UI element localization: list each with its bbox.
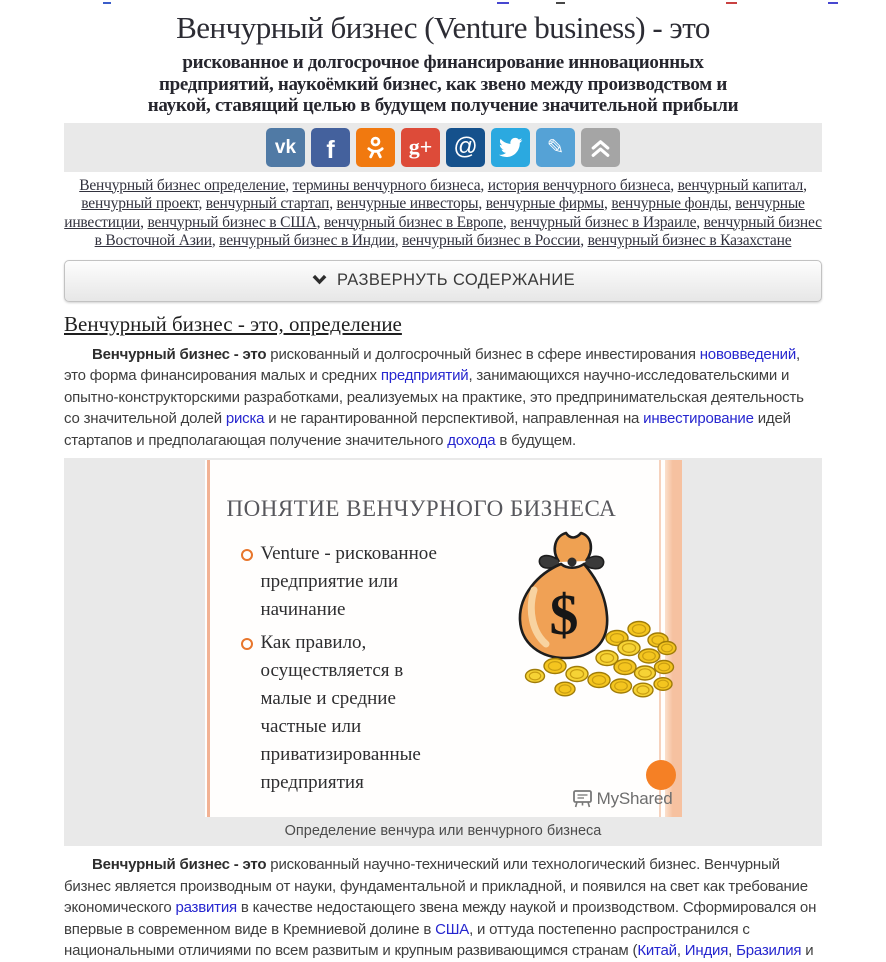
inline-link[interactable]: риска: [225, 410, 265, 427]
toc-link[interactable]: венчурный проект: [81, 195, 199, 212]
expand-content-button[interactable]: [64, 260, 822, 302]
slide-bullet-list: [239, 540, 451, 802]
toc-link[interactable]: венчурный бизнес в Индии: [219, 232, 395, 249]
toc-link[interactable]: Венчурный бизнес определение: [79, 176, 286, 194]
toc-link[interactable]: история венчурного бизнеса: [487, 176, 671, 194]
toc-link[interactable]: венчурный капитал: [677, 176, 804, 194]
inline-link[interactable]: Китай: [637, 942, 677, 959]
google-plus-share-icon[interactable]: g+: [401, 128, 440, 167]
slide-left-stripe: [207, 460, 210, 817]
slide-image: [205, 460, 682, 817]
slide-title: ПОНЯТИЕ ВЕНЧУРНОГО БИЗНЕСА: [226, 496, 617, 521]
top-cutoff-link-underline: [828, 2, 838, 4]
toc-link[interactable]: венчурный бизнес в России: [402, 232, 581, 249]
money-bag-illustration: [497, 526, 677, 706]
chevron-down-icon: [311, 274, 328, 287]
myshared-watermark: [572, 788, 673, 809]
toc-link[interactable]: венчурные фонды: [611, 195, 728, 212]
slide-bullet: Venture - рискованное предприятие или начинание: [239, 540, 451, 624]
inline-link[interactable]: предприятий: [380, 367, 469, 384]
top-cutoff-links: [0, 0, 886, 6]
toc-link[interactable]: венчурный стартап: [205, 195, 330, 212]
toc-link[interactable]: венчурные инвесторы: [336, 195, 479, 212]
inline-link[interactable]: США: [435, 920, 470, 938]
main-content: [64, 8, 822, 962]
svg-text:$: $: [549, 582, 578, 647]
myshared-orange-circle: [646, 760, 676, 790]
toc-link[interactable]: венчурный бизнес в США: [147, 213, 317, 231]
share-bar: [64, 123, 822, 172]
facebook-share-icon[interactable]: f: [311, 128, 350, 167]
toc-link[interactable]: венчурный бизнес в Европе: [324, 213, 503, 231]
toc-links: Венчурный бизнес определение, термины венчурного бизнеса, история венчурного бизнеса, венчурный капитал, венчурный проект, венчурный стартап, венчурные инвесторы, венчурные фирмы, венчурные фонды, венчурные инвестиции, венчурный бизнес в США, венчурный бизнес в Европе, венчурный бизнес в Израиле, венчурный бизнес в Восточной Азии, венчурный бизнес в Индии, венчурный бизнес в России, венчурный бизнес в Казахстане: [64, 176, 822, 249]
slide-bullet: Как правило, осуществляется в малые и средние частные или приватизированные предприятия: [239, 629, 451, 797]
twitter-share-icon[interactable]: [491, 128, 530, 167]
expand-button-label: РАЗВЕРНУТЬ СОДЕРЖАНИЕ: [336, 271, 576, 289]
top-cutoff-link-underline: [497, 2, 509, 4]
inline-link[interactable]: Бразилия: [736, 942, 802, 959]
top-cutoff-link-underline: [726, 2, 737, 4]
mailru-share-icon[interactable]: @: [446, 128, 485, 167]
section-heading: Венчурный бизнес - это, определение: [64, 311, 402, 336]
figure-venture-slide: [64, 458, 822, 846]
paragraph-definition: Венчурный бизнес - это рискованный и долгосрочный бизнес в сфере инвестирования нововведений, это форма финансирования малых и средних предприятий, занимающихся научно-исследовательскими и опытно-конструкторскими разработками, реализуемых на практике, это предпринимательская деятельность со значительной долей риска и не гарантированной перспективой, направленная на инвестирование идей стартапов и предполагающая получение значительного дохода в будущем.: [64, 345, 804, 449]
collapse-top-share-icon[interactable]: [581, 128, 620, 167]
figure-caption: Определение венчура или венчурного бизнеса: [284, 823, 602, 839]
inline-link[interactable]: нововведений: [699, 345, 797, 363]
toc-link[interactable]: венчурный бизнес в Восточной Азии: [94, 213, 822, 249]
paragraph-description: Венчурный бизнес - это рискованный научно-технический или технологический бизнес. Венчурный бизнес является производным от науки, фундаментальной и прикладной, и появился на свет как требование экономического развития в качестве недостающего звена между наукой и производством. Сформировался он впервые в современном виде в Кремниевой долине в США, и оттуда постепенно распространился с национальными отличиями по всем развитым и крупным развивающимся странам (Китай, Индия, Бразилия и: [64, 856, 817, 959]
toc-link[interactable]: венчурные инвестиции: [64, 195, 805, 231]
toc-link[interactable]: венчурные фирмы: [485, 195, 604, 212]
inline-link[interactable]: инвестирование: [643, 410, 754, 427]
top-cutoff-link-underline: [556, 2, 565, 4]
inline-link[interactable]: Индия: [684, 942, 729, 959]
top-cutoff-link-underline: [103, 2, 111, 4]
toc-link[interactable]: термины венчурного бизнеса: [292, 176, 481, 194]
inline-link[interactable]: развития: [175, 899, 237, 916]
myshared-label: MyShared: [596, 788, 673, 808]
inline-link[interactable]: дохода: [447, 431, 496, 449]
projector-screen-icon: [572, 788, 593, 809]
edit-share-icon[interactable]: ✎: [536, 128, 575, 167]
toc-link[interactable]: венчурный бизнес в Казахстане: [587, 232, 792, 249]
odnoklassniki-share-icon[interactable]: [356, 128, 395, 167]
vk-share-icon[interactable]: vk: [266, 128, 305, 167]
toc-link[interactable]: венчурный бизнес в Израиле: [510, 213, 697, 231]
page-title: Венчурный бизнес (Venture business) - это: [176, 10, 710, 45]
page-subtitle: рискованное и долгосрочное финансирование инновационных предприятий, наукоёмкий бизнес, как звено между производством и наукой, ставящий целью в будущем получение значительной прибыли: [147, 52, 739, 116]
